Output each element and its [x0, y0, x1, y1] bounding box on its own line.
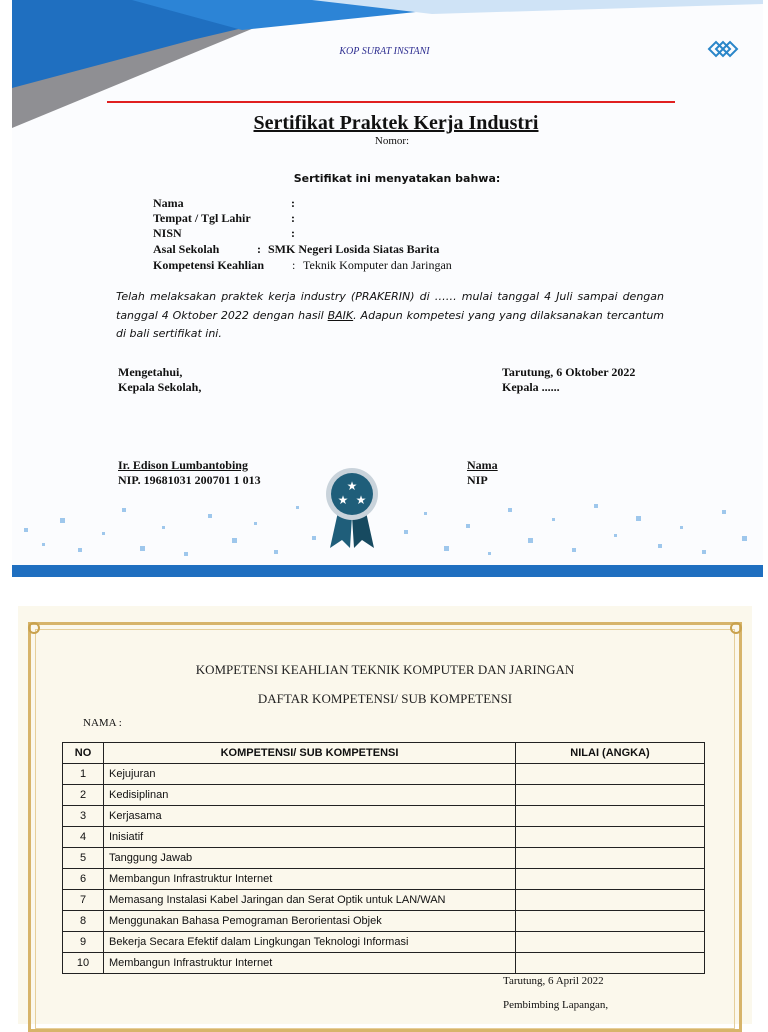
- svg-text:★: ★: [346, 479, 358, 493]
- principal-nip: NIP. 19681031 200701 1 013: [118, 473, 261, 487]
- field-separator: :: [291, 196, 295, 210]
- competency-title: KOMPETENSI KEAHLIAN TEKNIK KOMPUTER DAN JARINGAN: [195, 662, 575, 677]
- competency-table: [62, 742, 705, 974]
- right-signature-block: Tarutung, 6 Oktober 2022 Kepala ......: [502, 365, 636, 394]
- supervisor-name: Nama: [467, 458, 498, 472]
- table-row: 3 Kerjasama: [63, 806, 705, 827]
- column-header: NILAI (ANGKA): [516, 743, 705, 764]
- field-label: Tempat / Tgl Lahir: [153, 211, 251, 225]
- table-row: 5 Tanggung Jawab: [63, 848, 705, 869]
- field-label: Asal Sekolah: [153, 242, 220, 256]
- letterhead-placeholder: KOP SURAT INSTANI: [339, 46, 430, 57]
- corner-ornament-icon: [718, 620, 744, 646]
- competency-subtitle: DAFTAR KOMPETENSI/ SUB KOMPETENSI: [257, 691, 513, 706]
- knot-logo-icon: [706, 35, 740, 63]
- table-header-row: [63, 743, 705, 764]
- table-row: 9 Bekerja Secara Efektif dalam Lingkungan Teknologi Informasi: [63, 932, 705, 953]
- result-value: BAIK: [327, 308, 354, 322]
- column-header: NO: [63, 743, 104, 764]
- field-separator: :: [257, 242, 261, 256]
- award-badge-icon: [324, 468, 380, 550]
- column-header: KOMPETENSI/ SUB KOMPETENSI: [104, 743, 516, 764]
- supervisor-label: Pembimbing Lapangan,: [503, 999, 609, 1011]
- principal-signature: [118, 458, 261, 488]
- certificate-paragraph: Telah melaksakan praktek kerja industry (PRAKERIN) di …… mulai tanggal 4 Juli sampai dengan tanggal 4 Oktober 2022 dengan hasil BAIK. Adapun kompetesi yang yang dilaksanakan tercantum di bali sertifikat ini.: [116, 290, 664, 340]
- table-row: 8 Menggunakan Bahasa Pemograman Berorientasi Objek: [63, 911, 705, 932]
- field-label: Nama: [153, 196, 184, 210]
- principal-name: Ir. Edison Lumbantobing: [118, 458, 248, 472]
- table-row: 1 Kejujuran: [63, 764, 705, 785]
- table-row: 2 Kedisiplinan: [63, 785, 705, 806]
- competency-value: Teknik Komputer dan Jaringan: [303, 258, 452, 272]
- supervisor-signature: [467, 458, 498, 488]
- field-separator: :: [291, 211, 295, 225]
- statement-text: Sertifikat ini menyatakan bahwa:: [293, 172, 501, 185]
- competency-page: [18, 606, 752, 1024]
- table-row: 4 Inisiatif: [63, 827, 705, 848]
- table-row: 10 Membangun Infrastruktur Internet: [63, 953, 705, 974]
- footer-band: [12, 565, 763, 577]
- supervisor-nip: NIP: [467, 473, 488, 487]
- dot-pattern-decoration: [12, 488, 763, 566]
- field-label: NISN: [153, 226, 182, 240]
- svg-text:★: ★: [337, 493, 349, 507]
- school-value: SMK Negeri Losida Siatas Barita: [268, 242, 440, 256]
- certificate-title: Sertifikat Praktek Kerja Industri: [253, 112, 539, 134]
- field-label: Kompetensi Keahlian: [153, 258, 265, 272]
- field-separator: :: [292, 258, 296, 272]
- left-signature-block: Mengetahui, Kepala Sekolah,: [118, 365, 202, 394]
- place-date: Tarutung, 6 April 2022: [503, 975, 604, 987]
- table-row: 6 Membangun Infrastruktur Internet: [63, 869, 705, 890]
- table-row: 7 Memasang Instalasi Kabel Jaringan dan Serat Optik untuk LAN/WAN: [63, 890, 705, 911]
- name-label: NAMA :: [83, 717, 122, 729]
- header-divider: [107, 101, 675, 103]
- field-separator: :: [291, 226, 295, 240]
- certificate-page: [12, 0, 763, 577]
- corner-ornament-icon: [26, 620, 52, 646]
- svg-text:★: ★: [355, 493, 367, 507]
- certificate-number: Nomor:: [374, 135, 410, 147]
